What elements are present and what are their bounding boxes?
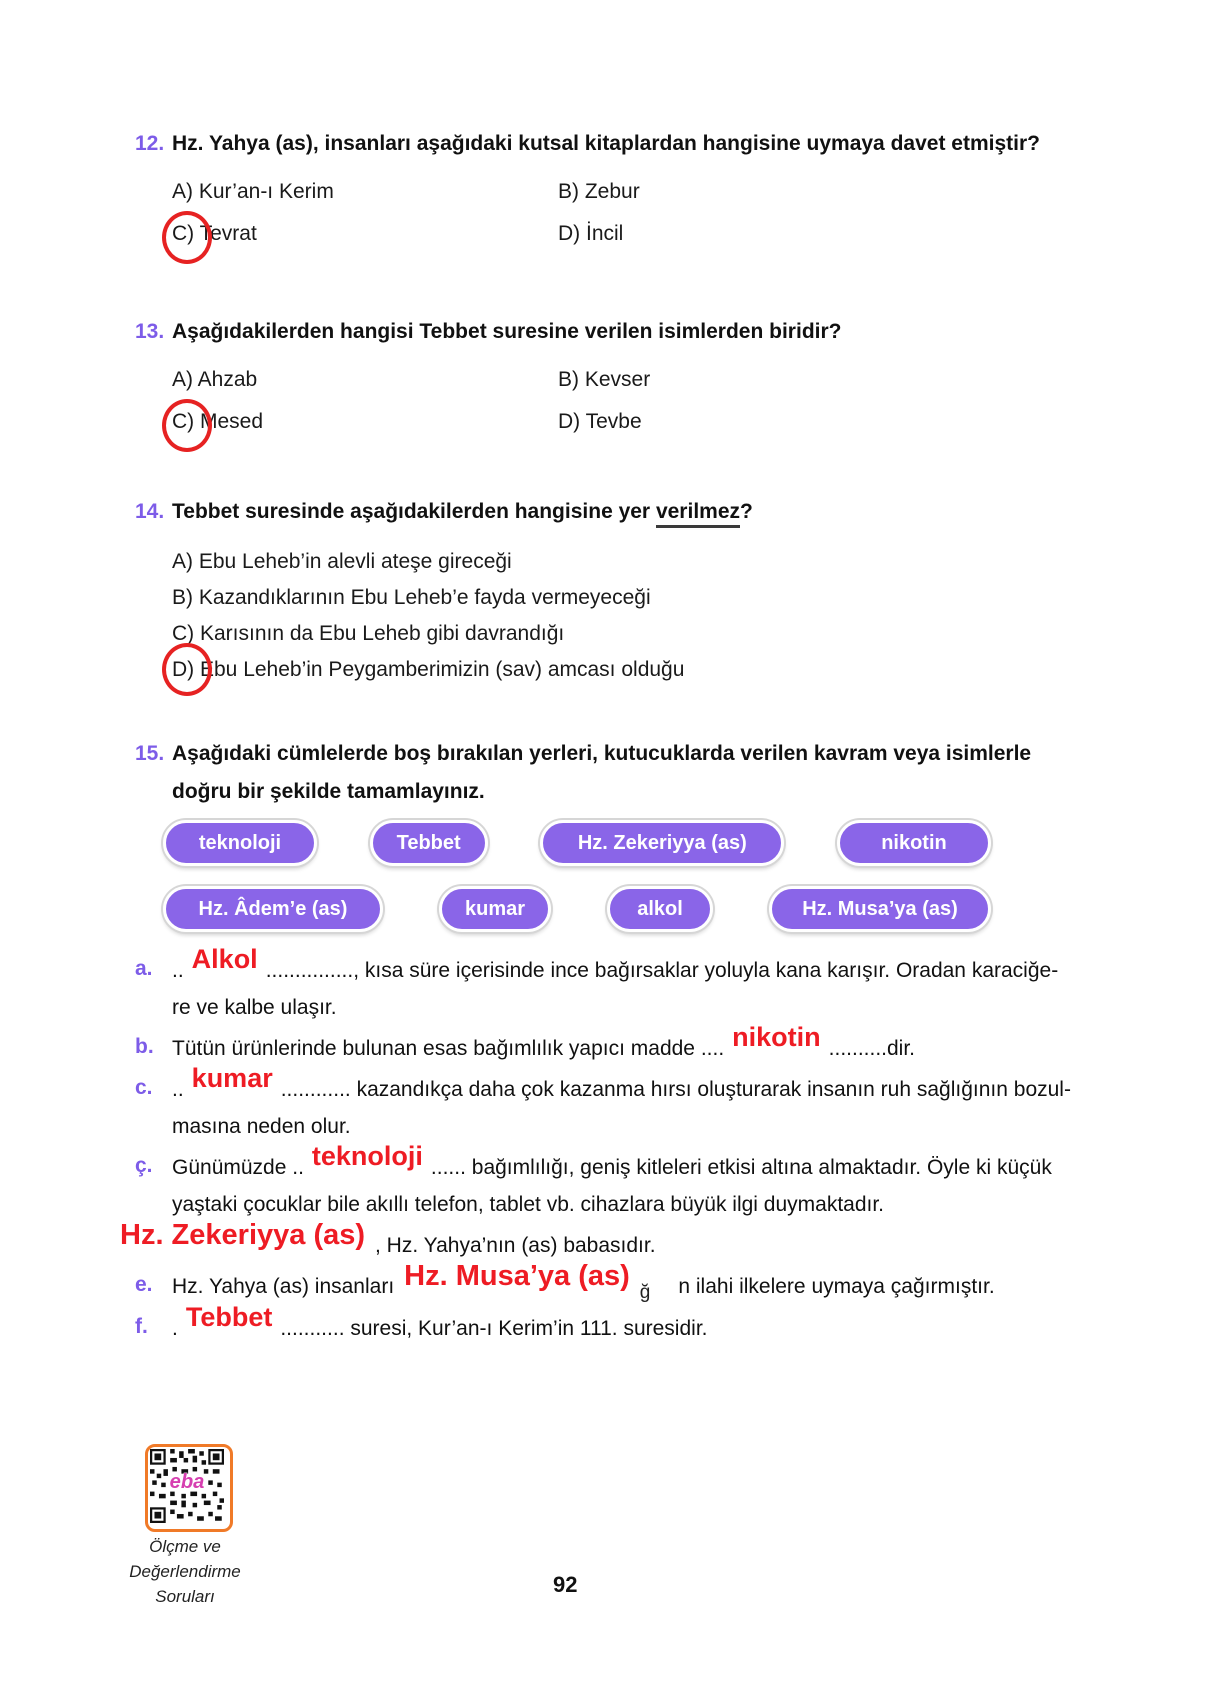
handwritten-answer: Hz. Zekeriyya (as) [120,1219,366,1251]
printed-text: . [172,1317,178,1340]
printed-text: masına neden olur. [172,1115,351,1138]
printed-text: Günümüzde .. [172,1156,304,1179]
qr-caption-line: Değerlendirme [129,1562,241,1581]
printed-text: , Hz. Yahya’nın (as) babasıdır. [375,1234,656,1257]
option-label: C) Karısının da Ebu Leheb gibi davrandığı [172,622,565,645]
qr-caption-line: Ölçme ve [149,1537,221,1556]
printed-text: ..............., kısa süre içerisinde ince bağırsaklar yoluyla kana karışır. Oradan karaciğe- [265,959,1059,982]
printed-text: Tütün ürünlerinde bulunan esas bağımlılık yapıcı madde .... [172,1037,725,1060]
printed-blank-remnant: ğ [639,1282,651,1303]
printed-text: .. [172,1078,184,1101]
word-pill-kumar: kumar [439,886,551,932]
question-text: Hz. Yahya (as), insanları aşağıdaki kutsal kitaplardan hangisine uymaya davet etmiştir? [172,132,1040,155]
option-label: D) Tevbe [558,410,642,433]
printed-text: ..........dir. [828,1037,916,1060]
fill-item-c [135,1063,1131,1145]
qr-caption-line: Soruları [155,1587,215,1606]
option-label: A) Ebu Leheb’in alevli ateşe gireceği [172,550,512,573]
printed-text: re ve kalbe ulaşır. [172,996,337,1019]
fill-item-e [135,1260,1131,1306]
option-d [558,408,1131,436]
item-letter: f. [135,1315,148,1338]
handwritten-answer: Alkol [191,944,258,974]
word-bank [163,820,991,932]
word-bank-row-2 [163,886,991,932]
printed-text: yaştaki çocuklar bile akıllı telefon, tablet vb. cihazlara büyük ilgi duymaktadır. [172,1193,885,1216]
fill-item-f [135,1302,1131,1347]
handwritten-answer: Tebbet [185,1302,273,1332]
option-b [558,178,1131,206]
word-pill-teknoloji: teknoloji [163,820,317,866]
item-letter: a. [135,957,153,980]
question-15 [120,740,1131,1347]
word-pill-tebbet: Tebbet [370,820,488,866]
option-label: A) Kur’an-ı Kerim [172,180,334,203]
option-a [172,178,558,206]
option-label: B) Kevser [558,368,651,391]
word-pill-alkol: alkol [607,886,713,932]
item-letter: e. [135,1273,153,1296]
word-pill-zekeriyya: Hz. Zekeriyya (as) [540,820,784,866]
question-text [172,498,753,526]
item-letter: b. [135,1035,154,1058]
qr-caption [95,1534,275,1609]
underlined-word: verilmez [656,500,740,528]
question-13 [135,318,1131,436]
question-text-line1: Aşağıdaki cümlelerde boş bırakılan yerleri, kutucuklarda verilen kavram veya isimlerle [172,742,1032,765]
handwritten-answer: Hz. Musa’ya (as) [404,1260,630,1292]
fill-item-d [120,1219,1131,1264]
qr-code-pattern [150,1449,224,1523]
question-number: 12. [135,132,165,155]
option-d [172,652,1131,688]
option-label: B) Kazandıklarının Ebu Leheb’e fayda vermeyeceği [172,586,651,609]
option-c [172,616,1131,652]
option-a [172,366,558,394]
fill-item-c-cedilla [135,1141,1131,1223]
question-number: 15. [135,742,165,765]
word-pill-nikotin: nikotin [837,820,991,866]
page-number: 92 [553,1572,578,1597]
fill-item-a [135,944,1131,1026]
option-label: B) Zebur [558,180,640,203]
printed-text: .. [172,959,184,982]
item-letter: ç. [135,1154,153,1177]
fill-item-b [135,1022,1131,1067]
qr-label: eba [169,1471,205,1494]
option-c [172,220,558,248]
option-d [558,220,1131,248]
printed-text: n ilahi ilkelere uymaya çağırmıştır. [678,1275,995,1298]
question-number: 14. [135,500,165,523]
option-label: C) Mesed [172,410,264,433]
question-text-before: Tebbet suresinde aşağıdakilerden hangisine yer [172,500,656,523]
fill-in-items [120,944,1131,1347]
question-text: Aşağıdakilerden hangisi Tebbet suresine verilen isimlerden biridir? [172,320,842,343]
question-12 [135,130,1131,248]
option-label: D) Ebu Leheb’in Peygamberimizin (sav) amcası olduğu [172,658,685,681]
option-b [558,366,1131,394]
option-b [172,580,1131,616]
question-number: 13. [135,320,165,343]
word-bank-row-1 [163,820,991,866]
option-label: A) Ahzab [172,368,258,391]
printed-text: ............ kazandıkça daha çok kazanma hırsı oluşturarak insanın ruh sağlığının bozul- [280,1078,1071,1101]
question-text-after: ? [740,500,753,523]
printed-text: ........... suresi, Kur’an-ı Kerim’in 111. suresidir. [280,1317,708,1340]
option-label: C) Tevrat [172,222,257,245]
option-c [172,408,558,436]
question-14 [135,498,1131,688]
word-pill-musa: Hz. Musa’ya (as) [769,886,991,932]
handwritten-answer: kumar [191,1063,273,1093]
printed-text: ...... bağımlılığı, geniş kitleleri etkisi altına almaktadır. Öyle ki küçük [430,1156,1052,1179]
handwritten-answer: nikotin [732,1022,821,1052]
option-a [172,544,1131,580]
item-letter: c. [135,1076,153,1099]
handwritten-answer: teknoloji [311,1141,423,1171]
printed-text: Hz. Yahya (as) insanları [172,1275,395,1298]
question-text-line2: doğru bir şekilde tamamlayınız. [172,780,485,803]
option-label: D) İncil [558,222,624,245]
word-pill-adem: Hz. Âdem’e (as) [163,886,383,932]
question-text [172,740,1031,806]
qr-code [145,1444,233,1532]
